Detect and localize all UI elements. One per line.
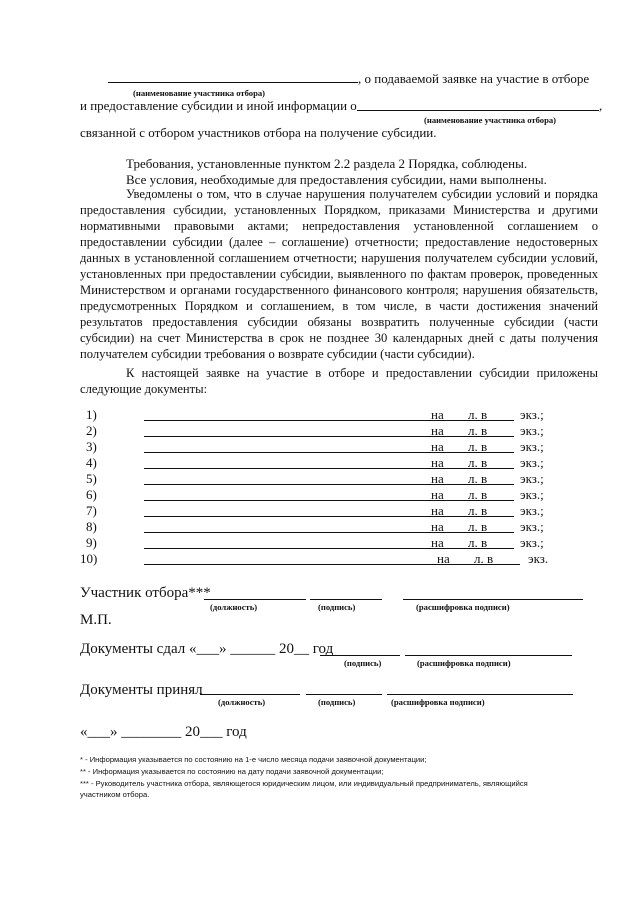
document-sheets-label: л. в: [468, 535, 488, 550]
paragraph-conditions: Все условия, необходимые для предоставления субсидии, нами выполнены.: [126, 172, 547, 187]
document-name-field[interactable]: [144, 516, 502, 517]
decoding-line-received[interactable]: [387, 694, 573, 695]
document-number: 10): [80, 551, 98, 566]
sheets-count-field[interactable]: [450, 516, 466, 517]
document-row: [80, 439, 600, 455]
document-copies-label: экз.;: [520, 423, 544, 438]
signature-line-participant[interactable]: [310, 599, 382, 600]
caption-decoding-received: (расшифровка подписи): [391, 697, 485, 707]
document-on-label: на: [431, 519, 444, 534]
document-number: 7): [86, 503, 97, 518]
document-sheets-label: л. в: [468, 439, 488, 454]
notification-line: предоставлении субсидии (далее – соглашение) отчетности; предоставление недостоверных: [80, 235, 598, 249]
copies-count-field[interactable]: [498, 420, 514, 421]
document-row: [80, 535, 600, 551]
copies-count-field[interactable]: [504, 564, 520, 565]
signature-line-submitted[interactable]: [320, 655, 400, 656]
footnote-2: ** - Информация указывается по состоянию на дату подачи заявочной документации;: [80, 767, 384, 776]
document-on-label: на: [431, 455, 444, 470]
notification-line: данных в установленной соглашением отчетности; нарушения получателем субсидии условий,: [80, 251, 598, 265]
participant-label: Участник отбора***: [80, 585, 211, 601]
header-line2-text: и предоставление субсидии и иной информации о: [80, 98, 357, 113]
notification-line: субсидии) на счет Министерства в срок не позднее 30 календарных дней с даты получения: [80, 331, 598, 345]
copies-count-field[interactable]: [498, 532, 514, 533]
copies-count-field[interactable]: [498, 468, 514, 469]
footnote-1: * - Информация указывается по состоянию на 1-е число месяца подачи заявочной документации;: [80, 755, 427, 764]
attachments-line: следующие документы:: [80, 382, 208, 396]
stamp-label: М.П.: [80, 612, 112, 628]
position-line-participant[interactable]: [204, 599, 306, 600]
document-name-field[interactable]: [144, 548, 502, 549]
document-sheets-label: л. в: [468, 519, 488, 534]
document-number: 5): [86, 471, 97, 486]
document-on-label: на: [431, 439, 444, 454]
document-name-field[interactable]: [144, 468, 502, 469]
document-row: [80, 551, 600, 567]
document-sheets-label: л. в: [468, 455, 488, 470]
participant-name-line-2[interactable]: [357, 110, 599, 111]
submitted-label: Документы сдал «___» ______ 20__ год: [80, 641, 334, 657]
caption-signature-submitted: (подпись): [344, 658, 382, 668]
position-line-received[interactable]: [200, 694, 300, 695]
sheets-count-field[interactable]: [450, 468, 466, 469]
document-copies-label: экз.;: [520, 503, 544, 518]
document-copies-label: экз.;: [520, 487, 544, 502]
notification-line: Министерством и органами государственного финансового контроля; нарушения обязательств,: [80, 283, 598, 297]
document-copies-label: экз.;: [520, 519, 544, 534]
caption-decoding-submitted: (расшифровка подписи): [417, 658, 511, 668]
document-name-field[interactable]: [144, 436, 502, 437]
decoding-line-submitted[interactable]: [405, 655, 572, 656]
document-number: 2): [86, 423, 97, 438]
sheets-count-field[interactable]: [450, 420, 466, 421]
caption-participant-name-2: (наименование участника отбора): [424, 115, 557, 125]
document-copies-label: экз.;: [520, 455, 544, 470]
document-row: [80, 471, 600, 487]
copies-count-field[interactable]: [498, 500, 514, 501]
document-sheets-label: л. в: [468, 407, 488, 422]
sheets-count-field[interactable]: [450, 484, 466, 485]
sheets-count-field[interactable]: [450, 500, 466, 501]
copies-count-field[interactable]: [498, 452, 514, 453]
document-on-label: на: [431, 535, 444, 550]
participant-name-line-1[interactable]: [108, 82, 358, 83]
document-row: [80, 407, 600, 423]
caption-participant-name-1: (наименование участника отбора): [133, 88, 266, 98]
header-line2-end: ,: [599, 98, 603, 113]
footnote-3a: *** - Руководитель участника отбора, являющегося юридическим лицом, или индивидуальный предприниматель, являющийся: [80, 779, 528, 788]
document-copies-label: экз.;: [520, 471, 544, 486]
document-sheets-label: л. в: [468, 487, 488, 502]
header-line1-suffix: , о подаваемой заявке на участие в отборе: [358, 71, 590, 86]
document-name-field[interactable]: [144, 564, 508, 565]
attachments-line: К настоящей заявке на участие в отборе и предоставлении субсидии приложены: [126, 366, 598, 380]
date-line: «___» ________ 20___ год: [80, 724, 247, 740]
caption-signature-received: (подпись): [318, 697, 356, 707]
notification-line: предоставления субсидии, установленных Порядком, приказами Министерства и другими: [80, 203, 598, 217]
sheets-count-field[interactable]: [456, 564, 472, 565]
signature-line-received[interactable]: [306, 694, 382, 695]
notification-line: результатов предоставления субсидии обязаны возвратить полученные субсидии (части: [80, 315, 598, 329]
document-number: 6): [86, 487, 97, 502]
document-number: 4): [86, 455, 97, 470]
caption-position: (должность): [210, 602, 258, 612]
document-row: [80, 503, 600, 519]
copies-count-field[interactable]: [498, 436, 514, 437]
copies-count-field[interactable]: [498, 484, 514, 485]
notification-line: получателем субсидии требования о возврате субсидии (части субсидии).: [80, 347, 475, 361]
document-sheets-label: л. в: [468, 471, 488, 486]
paragraph-requirements: Требования, установленные пунктом 2.2 раздела 2 Порядка, соблюдены.: [126, 156, 528, 171]
copies-count-field[interactable]: [498, 548, 514, 549]
document-name-field[interactable]: [144, 452, 502, 453]
document-on-label: на: [431, 423, 444, 438]
document-row: [80, 519, 600, 535]
document-on-label: на: [431, 503, 444, 518]
document-number: 8): [86, 519, 97, 534]
sheets-count-field[interactable]: [450, 452, 466, 453]
caption-position-received: (должность): [218, 697, 266, 707]
document-number: 1): [86, 407, 97, 422]
document-on-label: на: [431, 471, 444, 486]
sheets-count-field[interactable]: [450, 436, 466, 437]
document-sheets-label: л. в: [468, 423, 488, 438]
document-row: [80, 455, 600, 471]
footnote-3b: участником отбора.: [80, 790, 150, 799]
document-copies-label: экз.: [528, 551, 549, 566]
document-copies-label: экз.;: [520, 535, 544, 550]
header-line3-text: связанной с отбором участников отбора на получение субсидии.: [80, 125, 437, 140]
sheets-count-field[interactable]: [450, 532, 466, 533]
notification-line: предусмотренных Порядком и соглашением, в том числе, в части достижения значений: [80, 299, 598, 313]
decoding-line-participant[interactable]: [403, 599, 583, 600]
document-name-field[interactable]: [144, 532, 502, 533]
notification-line: Уведомлены о том, что в случае нарушения получателем субсидии условий и порядка: [126, 187, 598, 201]
document-on-label: на: [431, 487, 444, 502]
document-on-label: на: [431, 407, 444, 422]
document-row: [80, 423, 600, 439]
document-name-field[interactable]: [144, 420, 502, 421]
copies-count-field[interactable]: [498, 516, 514, 517]
caption-signature: (подпись): [318, 602, 356, 612]
document-sheets-label: л. в: [474, 551, 494, 566]
document-number: 9): [86, 535, 97, 550]
document-copies-label: экз.;: [520, 439, 544, 454]
document-sheets-label: л. в: [468, 503, 488, 518]
sheets-count-field[interactable]: [450, 548, 466, 549]
document-name-field[interactable]: [144, 484, 502, 485]
document-on-label: на: [437, 551, 450, 566]
received-label: Документы принял: [80, 682, 203, 698]
document-row: [80, 487, 600, 503]
notification-line: установленных при предоставлении субсидии, выявленного по фактам проверок, проведенных: [80, 267, 598, 281]
notification-line: нормативными правовыми актами; непредоставления установленной соглашением о: [80, 219, 598, 233]
caption-decoding: (расшифровка подписи): [416, 602, 510, 612]
document-copies-label: экз.;: [520, 407, 544, 422]
document-number: 3): [86, 439, 97, 454]
document-name-field[interactable]: [144, 500, 502, 501]
